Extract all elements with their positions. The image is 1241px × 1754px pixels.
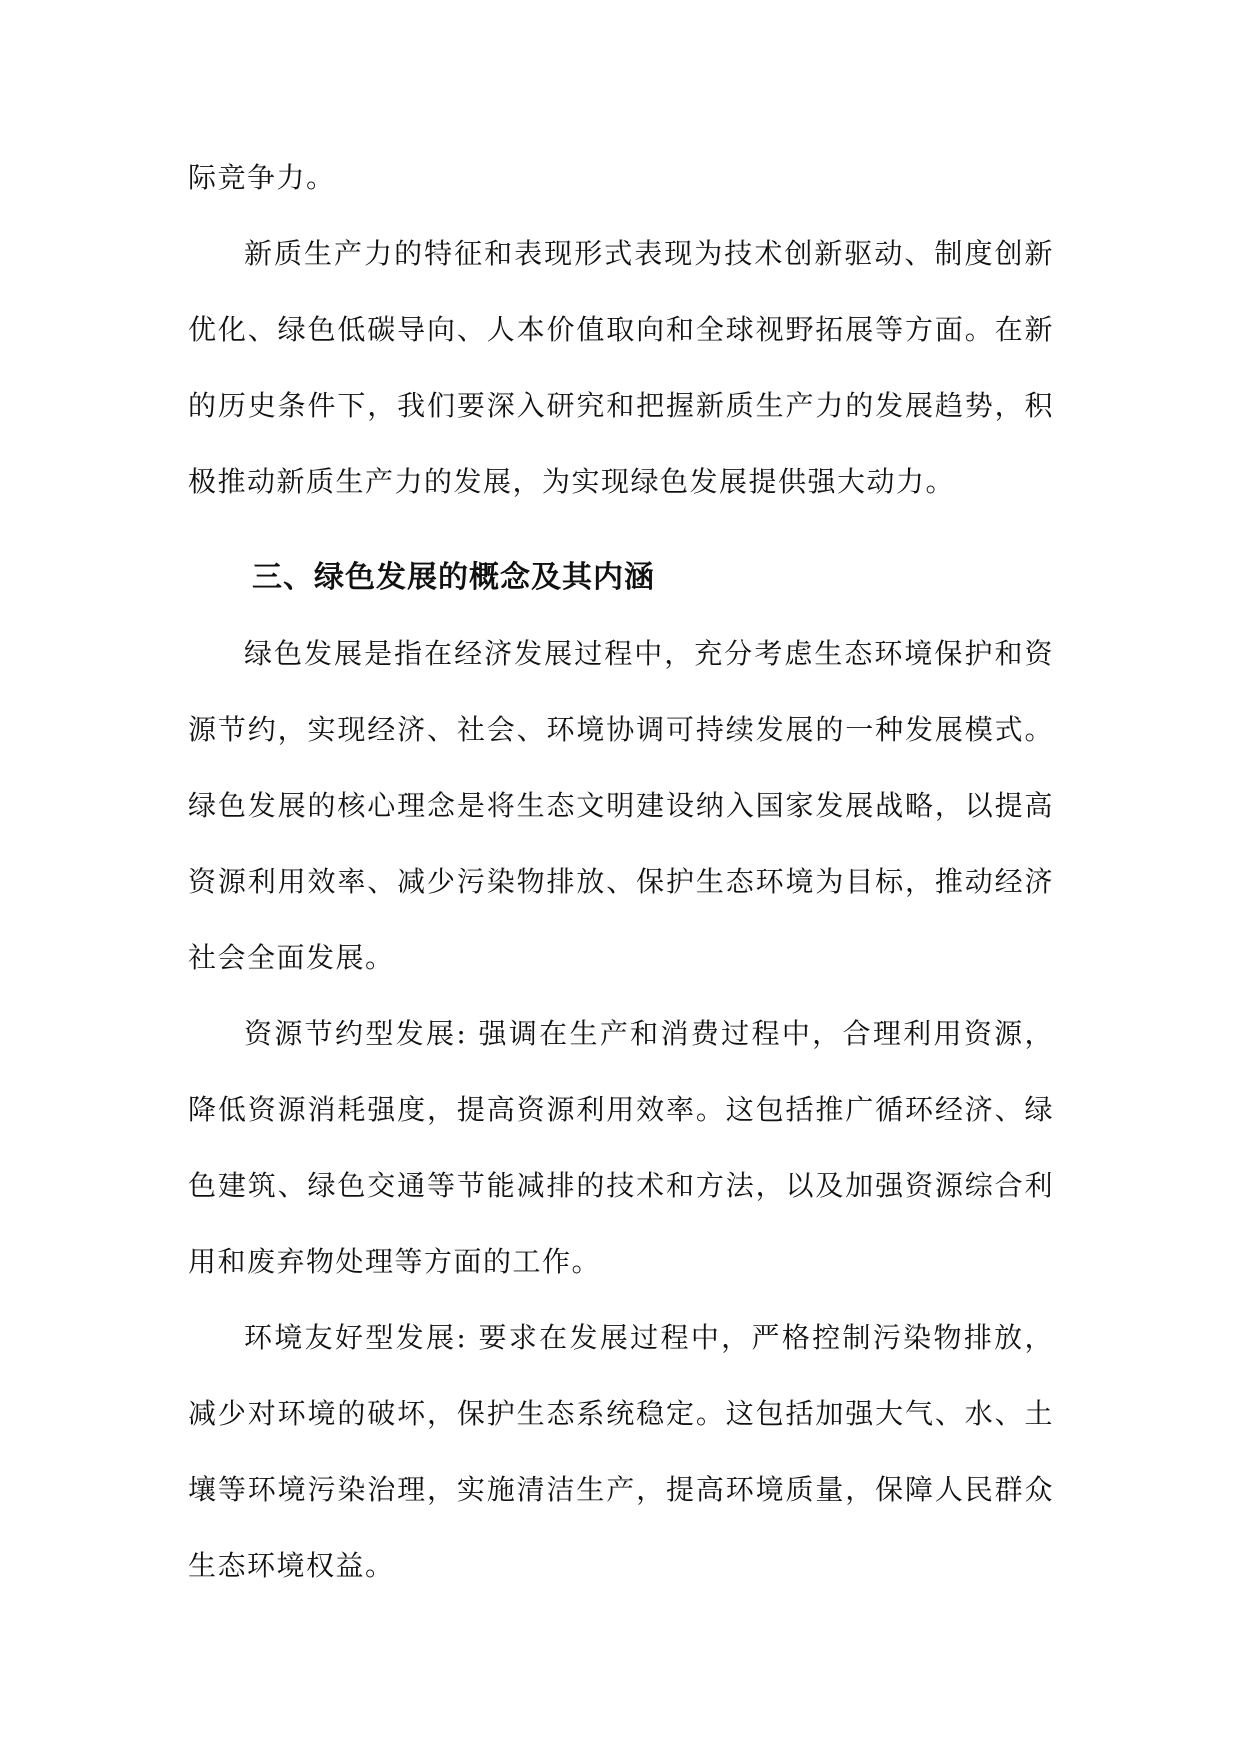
paragraph-green-development: 绿色发展是指在经济发展过程中，充分考虑生态环境保护和资源节约，实现经济、社会、环境协调可持续发展的一种发展模式。绿色发展的核心理念是将生态文明建设纳入国家发展战略，以提高资源利用效率、减少污染物排放、保护生态环境为目标，推动经济社会全面发展。 [188,637,1054,974]
paragraph-resource-saving: 资源节约型发展: 强调在生产和消费过程中，合理利用资源，降低资源消耗强度，提高资源利用效率。这包括推广循环经济、绿色建筑、绿色交通等节能减排的技术和方法，以及加强资源综合利用和废弃物处理等方面的工作。 [188,1017,1054,1278]
document-body [188,140,1054,1604]
paragraph-environment-friendly: 环境友好型发展: 要求在发展过程中，严格控制污染物排放，减少对环境的破坏，保护生态系统稳定。这包括加强大气、水、土壤等环境污染治理，实施清洁生产，提高环境质量，保障人民群众生态环境权益。 [188,1321,1054,1582]
continuation-text: 际竞争力。 [188,161,336,194]
section-heading: 三、绿色发展的概念及其内涵 [252,560,655,595]
paragraph-new-productivity: 新质生产力的特征和表现形式表现为技术创新驱动、制度创新优化、绿色低碳导向、人本价值取向和全球视野拓展等方面。在新的历史条件下，我们要深入研究和把握新质生产力的发展趋势，积极推动新质生产力的发展，为实现绿色发展提供强大动力。 [188,237,1054,498]
